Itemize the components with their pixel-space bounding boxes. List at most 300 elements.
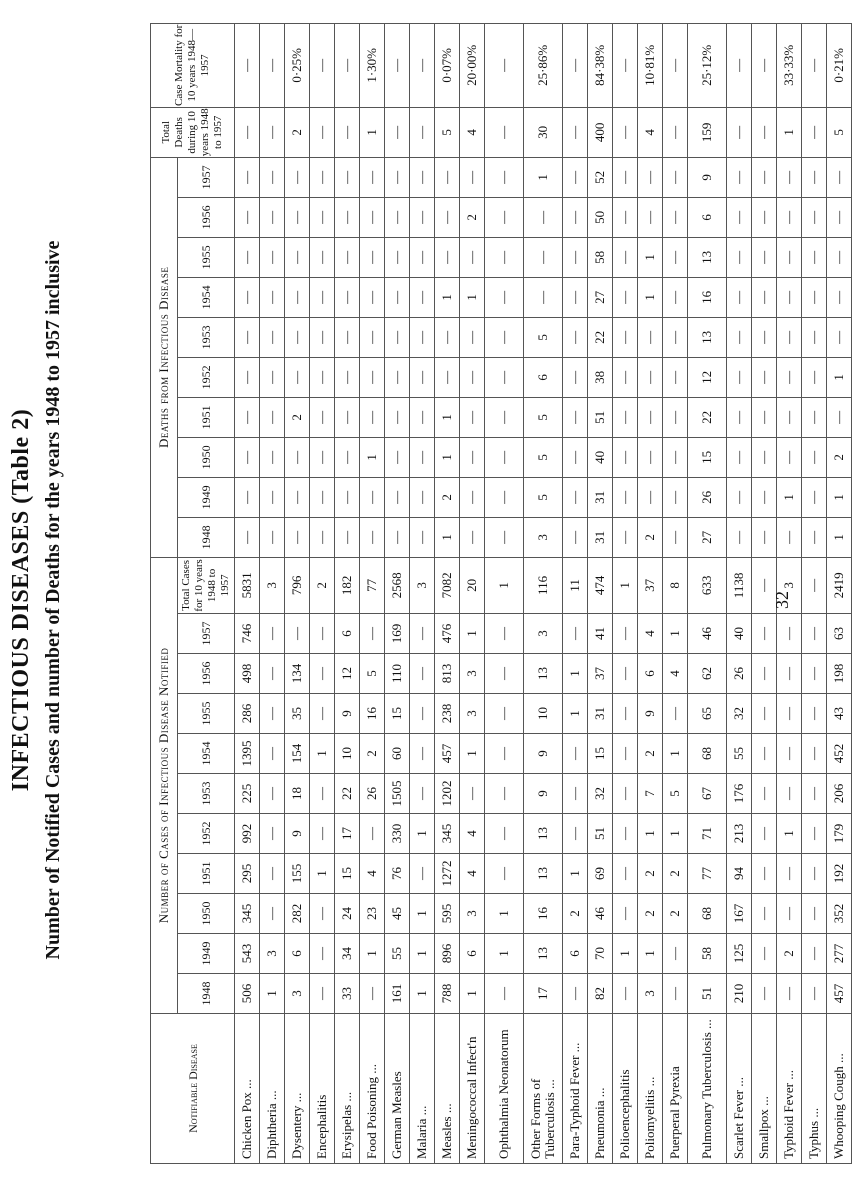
- total-cases-cell: 8: [663, 557, 688, 613]
- disease-name: Encephalitis: [310, 1014, 335, 1164]
- cases-cell: —: [752, 814, 777, 854]
- cases-cell: 13: [524, 654, 563, 694]
- deaths-cell: —: [777, 357, 802, 397]
- total-deaths-cell: 2: [285, 107, 310, 157]
- cases-year-header: 1954: [178, 734, 235, 774]
- deaths-cell: —: [285, 317, 310, 357]
- deaths-cell: 52: [588, 157, 613, 197]
- deaths-cell: —: [613, 437, 638, 477]
- deaths-cell: —: [777, 397, 802, 437]
- cases-cell: —: [802, 734, 827, 774]
- cases-cell: 9: [285, 814, 310, 854]
- deaths-cell: —: [638, 477, 663, 517]
- deaths-cell: —: [827, 317, 852, 357]
- cases-year-header: 1956: [178, 654, 235, 694]
- deaths-year-header: 1949: [178, 477, 235, 517]
- table-row: [638, 23, 663, 1163]
- total-deaths-cell: 30: [524, 107, 563, 157]
- deaths-cell: —: [563, 517, 588, 557]
- cases-cell: 26: [727, 654, 752, 694]
- case-mortality-cell: 10·81%: [638, 23, 663, 107]
- cases-cell: 9: [524, 734, 563, 774]
- deaths-year-header: 1954: [178, 277, 235, 317]
- deaths-cell: —: [435, 197, 460, 237]
- cases-cell: 345: [435, 814, 460, 854]
- total-deaths-cell: 4: [638, 107, 663, 157]
- cases-cell: —: [260, 654, 285, 694]
- cases-cell: 330: [385, 814, 410, 854]
- deaths-cell: —: [260, 357, 285, 397]
- total-deaths-cell: —: [335, 107, 360, 157]
- deaths-cell: 2: [827, 437, 852, 477]
- cases-cell: 206: [827, 774, 852, 814]
- deaths-cell: —: [752, 477, 777, 517]
- total-deaths-cell: —: [485, 107, 524, 157]
- cases-cell: 1: [485, 894, 524, 934]
- cases-cell: 94: [727, 854, 752, 894]
- total-cases-cell: 11: [563, 557, 588, 613]
- deaths-year-header: 1957: [178, 157, 235, 197]
- cases-cell: —: [752, 654, 777, 694]
- total-cases-cell: 77: [360, 557, 385, 613]
- deaths-cell: —: [485, 237, 524, 277]
- total-deaths-cell: —: [410, 107, 435, 157]
- deaths-cell: —: [777, 197, 802, 237]
- deaths-cell: —: [485, 517, 524, 557]
- total-cases-cell: 20: [460, 557, 485, 613]
- deaths-cell: —: [335, 317, 360, 357]
- cases-cell: 161: [385, 974, 410, 1014]
- deaths-cell: —: [727, 397, 752, 437]
- disease-name: Typhus ...: [802, 1014, 827, 1164]
- deaths-cell: 2: [638, 517, 663, 557]
- cases-cell: 71: [688, 814, 727, 854]
- deaths-cell: 6: [688, 197, 727, 237]
- deaths-cell: —: [260, 197, 285, 237]
- cases-cell: —: [777, 854, 802, 894]
- disease-name: Measles ...: [435, 1014, 460, 1164]
- cases-cell: 32: [588, 774, 613, 814]
- deaths-cell: 5: [524, 437, 563, 477]
- total-cases-cell: —: [752, 557, 777, 613]
- total-cases-cell: 474: [588, 557, 613, 613]
- disease-name: Diphtheria ...: [260, 1014, 285, 1164]
- deaths-cell: —: [485, 357, 524, 397]
- disease-name: Pulmonary Tuberculosis ...: [688, 1014, 727, 1164]
- deaths-cell: —: [802, 277, 827, 317]
- deaths-cell: —: [260, 397, 285, 437]
- case-mortality-cell: —: [485, 23, 524, 107]
- total-cases-cell: 5831: [235, 557, 260, 613]
- deaths-cell: —: [235, 197, 260, 237]
- deaths-cell: 5: [524, 317, 563, 357]
- cases-cell: 457: [827, 974, 852, 1014]
- cases-cell: 282: [285, 894, 310, 934]
- total-deaths-cell: —: [563, 107, 588, 157]
- deaths-cell: —: [235, 157, 260, 197]
- cases-cell: 1: [663, 614, 688, 654]
- cases-cell: 1272: [435, 854, 460, 894]
- disease-name: Polioencephalitis: [613, 1014, 638, 1164]
- deaths-cell: 31: [588, 477, 613, 517]
- deaths-cell: —: [335, 237, 360, 277]
- deaths-cell: —: [613, 317, 638, 357]
- table-row: [285, 23, 310, 1163]
- cases-cell: 32: [727, 694, 752, 734]
- case-mortality-cell: 25·12%: [688, 23, 727, 107]
- deaths-cell: —: [310, 197, 335, 237]
- cases-cell: 1: [563, 854, 588, 894]
- cases-year-header: 1957: [178, 614, 235, 654]
- deaths-cell: —: [460, 317, 485, 357]
- deaths-cell: —: [410, 197, 435, 237]
- cases-cell: —: [663, 974, 688, 1014]
- deaths-cell: —: [827, 277, 852, 317]
- total-cases-cell: —: [802, 557, 827, 613]
- case-mortality-cell: 0·07%: [435, 23, 460, 107]
- deaths-cell: —: [460, 437, 485, 477]
- cases-cell: —: [285, 614, 310, 654]
- deaths-cell: —: [260, 317, 285, 357]
- cases-cell: 70: [588, 934, 613, 974]
- cases-year-header: 1951: [178, 854, 235, 894]
- deaths-cell: —: [310, 277, 335, 317]
- disease-name: Chicken Pox ...: [235, 1014, 260, 1164]
- cases-cell: 7: [638, 774, 663, 814]
- cases-cell: —: [802, 934, 827, 974]
- deaths-cell: —: [727, 477, 752, 517]
- cases-cell: 1: [360, 934, 385, 974]
- cases-cell: 238: [435, 694, 460, 734]
- table-row: [588, 23, 613, 1163]
- deaths-cell: —: [524, 277, 563, 317]
- deaths-cell: 1: [827, 357, 852, 397]
- total-cases-cell: 1: [613, 557, 638, 613]
- case-mortality-cell: 0·25%: [285, 23, 310, 107]
- deaths-cell: 1: [638, 277, 663, 317]
- cases-cell: —: [663, 934, 688, 974]
- cases-cell: 1: [410, 894, 435, 934]
- deaths-cell: —: [235, 317, 260, 357]
- deaths-cell: —: [727, 157, 752, 197]
- cases-cell: —: [802, 974, 827, 1014]
- deaths-cell: —: [485, 157, 524, 197]
- case-mortality-cell: —: [563, 23, 588, 107]
- cases-cell: 60: [385, 734, 410, 774]
- deaths-cell: —: [752, 157, 777, 197]
- cases-cell: —: [410, 654, 435, 694]
- deaths-cell: —: [802, 397, 827, 437]
- deaths-cell: —: [360, 317, 385, 357]
- cases-cell: 6: [638, 654, 663, 694]
- deaths-year-header: 1953: [178, 317, 235, 357]
- cases-cell: 286: [235, 694, 260, 734]
- disease-name: Smallpox ...: [752, 1014, 777, 1164]
- cases-cell: 2: [360, 734, 385, 774]
- cases-cell: 58: [688, 934, 727, 974]
- deaths-year-header: 1956: [178, 197, 235, 237]
- deaths-cell: —: [752, 277, 777, 317]
- deaths-cell: —: [235, 237, 260, 277]
- deaths-year-header: 1951: [178, 397, 235, 437]
- cases-cell: 37: [588, 654, 613, 694]
- cases-cell: 5: [360, 654, 385, 694]
- table-row: [727, 23, 752, 1163]
- cases-cell: —: [410, 614, 435, 654]
- year-header-row: [178, 23, 235, 1163]
- cases-cell: —: [260, 614, 285, 654]
- cases-cell: —: [410, 774, 435, 814]
- total-deaths-cell: —: [727, 107, 752, 157]
- cases-cell: 595: [435, 894, 460, 934]
- cases-cell: —: [260, 734, 285, 774]
- cases-cell: —: [613, 774, 638, 814]
- deaths-cell: 51: [588, 397, 613, 437]
- table-row: [802, 23, 827, 1163]
- cases-cell: 1: [460, 734, 485, 774]
- deaths-cell: —: [260, 157, 285, 197]
- cases-cell: 1: [410, 934, 435, 974]
- deaths-cell: —: [385, 197, 410, 237]
- cases-cell: 4: [460, 814, 485, 854]
- deaths-cell: —: [827, 197, 852, 237]
- deaths-cell: —: [663, 357, 688, 397]
- total-deaths-cell: 5: [435, 107, 460, 157]
- cases-cell: —: [802, 614, 827, 654]
- cases-cell: 352: [827, 894, 852, 934]
- cases-cell: 9: [524, 774, 563, 814]
- deaths-cell: —: [260, 237, 285, 277]
- deaths-cell: —: [385, 517, 410, 557]
- cases-cell: 3: [460, 894, 485, 934]
- total-deaths-cell: 5: [827, 107, 852, 157]
- table-row: [688, 23, 727, 1163]
- case-mortality-cell: —: [335, 23, 360, 107]
- deaths-cell: —: [827, 397, 852, 437]
- deaths-cell: —: [485, 477, 524, 517]
- deaths-cell: —: [435, 157, 460, 197]
- table-header: [151, 23, 235, 1163]
- cases-cell: 10: [335, 734, 360, 774]
- deaths-cell: —: [360, 357, 385, 397]
- table-row: [235, 23, 260, 1163]
- cases-cell: —: [752, 694, 777, 734]
- deaths-cell: —: [663, 477, 688, 517]
- cases-cell: —: [752, 614, 777, 654]
- deaths-cell: 2: [460, 197, 485, 237]
- case-mortality-cell: —: [310, 23, 335, 107]
- cases-year-header: 1948: [178, 974, 235, 1014]
- disease-name: Meningococcal Infect'n: [460, 1014, 485, 1164]
- disease-name: Ophthalmia Neonatorum: [485, 1014, 524, 1164]
- cases-cell: 67: [688, 774, 727, 814]
- cases-cell: —: [752, 734, 777, 774]
- case-mortality-cell: —: [235, 23, 260, 107]
- deaths-cell: 1: [435, 277, 460, 317]
- deaths-cell: —: [360, 277, 385, 317]
- total-cases-cell: 3: [260, 557, 285, 613]
- deaths-cell: —: [260, 477, 285, 517]
- cases-cell: 506: [235, 974, 260, 1014]
- cases-cell: 45: [385, 894, 410, 934]
- deaths-cell: —: [360, 237, 385, 277]
- total-deaths-cell: —: [260, 107, 285, 157]
- cases-cell: 15: [385, 694, 410, 734]
- table-row: [360, 23, 385, 1163]
- cases-cell: 213: [727, 814, 752, 854]
- deaths-cell: —: [638, 317, 663, 357]
- cases-cell: —: [802, 814, 827, 854]
- deaths-cell: —: [310, 437, 335, 477]
- cases-cell: 2: [777, 934, 802, 974]
- case-mortality-cell: 33·33%: [777, 23, 802, 107]
- deaths-cell: —: [613, 197, 638, 237]
- deaths-cell: —: [335, 517, 360, 557]
- deaths-cell: 27: [688, 517, 727, 557]
- deaths-cell: —: [777, 317, 802, 357]
- total-deaths-cell: —: [802, 107, 827, 157]
- deaths-cell: —: [235, 397, 260, 437]
- cases-cell: 452: [827, 734, 852, 774]
- cases-cell: 457: [435, 734, 460, 774]
- cases-cell: —: [360, 974, 385, 1014]
- cases-cell: —: [260, 894, 285, 934]
- cases-group-header: Number of Cases of Infectious Disease Notified: [151, 557, 178, 1013]
- cases-cell: 13: [524, 854, 563, 894]
- page-number: 32: [772, 591, 792, 609]
- deaths-cell: 1: [435, 397, 460, 437]
- deaths-cell: —: [663, 197, 688, 237]
- deaths-cell: —: [385, 317, 410, 357]
- deaths-cell: —: [802, 517, 827, 557]
- deaths-cell: —: [485, 317, 524, 357]
- deaths-cell: —: [613, 477, 638, 517]
- deaths-cell: 3: [524, 517, 563, 557]
- cases-cell: —: [485, 734, 524, 774]
- cases-cell: —: [485, 654, 524, 694]
- deaths-cell: —: [460, 397, 485, 437]
- case-mortality-cell: —: [752, 23, 777, 107]
- case-mortality-cell: —: [663, 23, 688, 107]
- cases-cell: 55: [385, 934, 410, 974]
- cases-cell: —: [613, 854, 638, 894]
- cases-cell: 4: [360, 854, 385, 894]
- total-deaths-cell: 1: [360, 107, 385, 157]
- cases-cell: 992: [235, 814, 260, 854]
- cases-cell: 788: [435, 974, 460, 1014]
- deaths-cell: 2: [285, 397, 310, 437]
- cases-cell: —: [485, 814, 524, 854]
- cases-cell: —: [563, 814, 588, 854]
- table-row: [410, 23, 435, 1163]
- deaths-cell: —: [752, 437, 777, 477]
- cases-cell: —: [752, 774, 777, 814]
- cases-cell: 6: [285, 934, 310, 974]
- cases-cell: 3: [285, 974, 310, 1014]
- cases-cell: 6: [563, 934, 588, 974]
- case-mortality-cell: 0·21%: [827, 23, 852, 107]
- deaths-cell: —: [360, 397, 385, 437]
- deaths-cell: —: [563, 157, 588, 197]
- deaths-cell: —: [727, 517, 752, 557]
- deaths-cell: 22: [588, 317, 613, 357]
- cases-cell: 24: [335, 894, 360, 934]
- cases-cell: —: [613, 894, 638, 934]
- cases-cell: —: [260, 854, 285, 894]
- cases-cell: 13: [524, 814, 563, 854]
- deaths-cell: —: [460, 157, 485, 197]
- deaths-cell: 2: [435, 477, 460, 517]
- deaths-cell: —: [235, 437, 260, 477]
- deaths-cell: —: [727, 277, 752, 317]
- cases-cell: 2: [663, 854, 688, 894]
- deaths-cell: —: [260, 517, 285, 557]
- cases-cell: 1: [563, 654, 588, 694]
- deaths-cell: 16: [688, 277, 727, 317]
- cases-cell: 3: [260, 934, 285, 974]
- deaths-cell: —: [663, 317, 688, 357]
- deaths-cell: 9: [688, 157, 727, 197]
- deaths-cell: —: [285, 477, 310, 517]
- deaths-cell: —: [410, 477, 435, 517]
- table-body: [235, 23, 852, 1163]
- cases-cell: 198: [827, 654, 852, 694]
- cases-cell: 51: [588, 814, 613, 854]
- deaths-cell: —: [435, 237, 460, 277]
- deaths-cell: —: [385, 277, 410, 317]
- infectious-diseases-table: [150, 23, 852, 1164]
- case-mortality-cell: 20·00%: [460, 23, 485, 107]
- cases-cell: 22: [335, 774, 360, 814]
- deaths-cell: —: [310, 157, 335, 197]
- cases-cell: —: [752, 894, 777, 934]
- disease-name: Poliomyelitis ...: [638, 1014, 663, 1164]
- deaths-cell: —: [285, 437, 310, 477]
- cases-cell: 498: [235, 654, 260, 694]
- cases-cell: 1: [410, 814, 435, 854]
- cases-cell: 6: [335, 614, 360, 654]
- deaths-cell: —: [385, 397, 410, 437]
- deaths-cell: —: [485, 277, 524, 317]
- cases-cell: 225: [235, 774, 260, 814]
- cases-cell: 813: [435, 654, 460, 694]
- cases-cell: 2: [663, 894, 688, 934]
- cases-cell: —: [613, 814, 638, 854]
- deaths-cell: 31: [588, 517, 613, 557]
- deaths-cell: —: [435, 317, 460, 357]
- deaths-cell: —: [410, 357, 435, 397]
- deaths-cell: —: [335, 157, 360, 197]
- case-mortality-cell: —: [727, 23, 752, 107]
- cases-cell: 17: [524, 974, 563, 1014]
- total-cases-cell: 182: [335, 557, 360, 613]
- deaths-cell: —: [435, 357, 460, 397]
- deaths-cell: —: [460, 517, 485, 557]
- deaths-cell: —: [638, 437, 663, 477]
- deaths-cell: —: [460, 477, 485, 517]
- deaths-cell: —: [563, 237, 588, 277]
- disease-name: Erysipelas ...: [335, 1014, 360, 1164]
- deaths-cell: —: [410, 157, 435, 197]
- deaths-cell: 12: [688, 357, 727, 397]
- deaths-cell: 1: [827, 517, 852, 557]
- total-deaths-cell: —: [235, 107, 260, 157]
- cases-cell: 51: [688, 974, 727, 1014]
- case-mortality-cell: 84·38%: [588, 23, 613, 107]
- deaths-cell: —: [752, 317, 777, 357]
- deaths-cell: —: [752, 237, 777, 277]
- total-cases-cell: 7082: [435, 557, 460, 613]
